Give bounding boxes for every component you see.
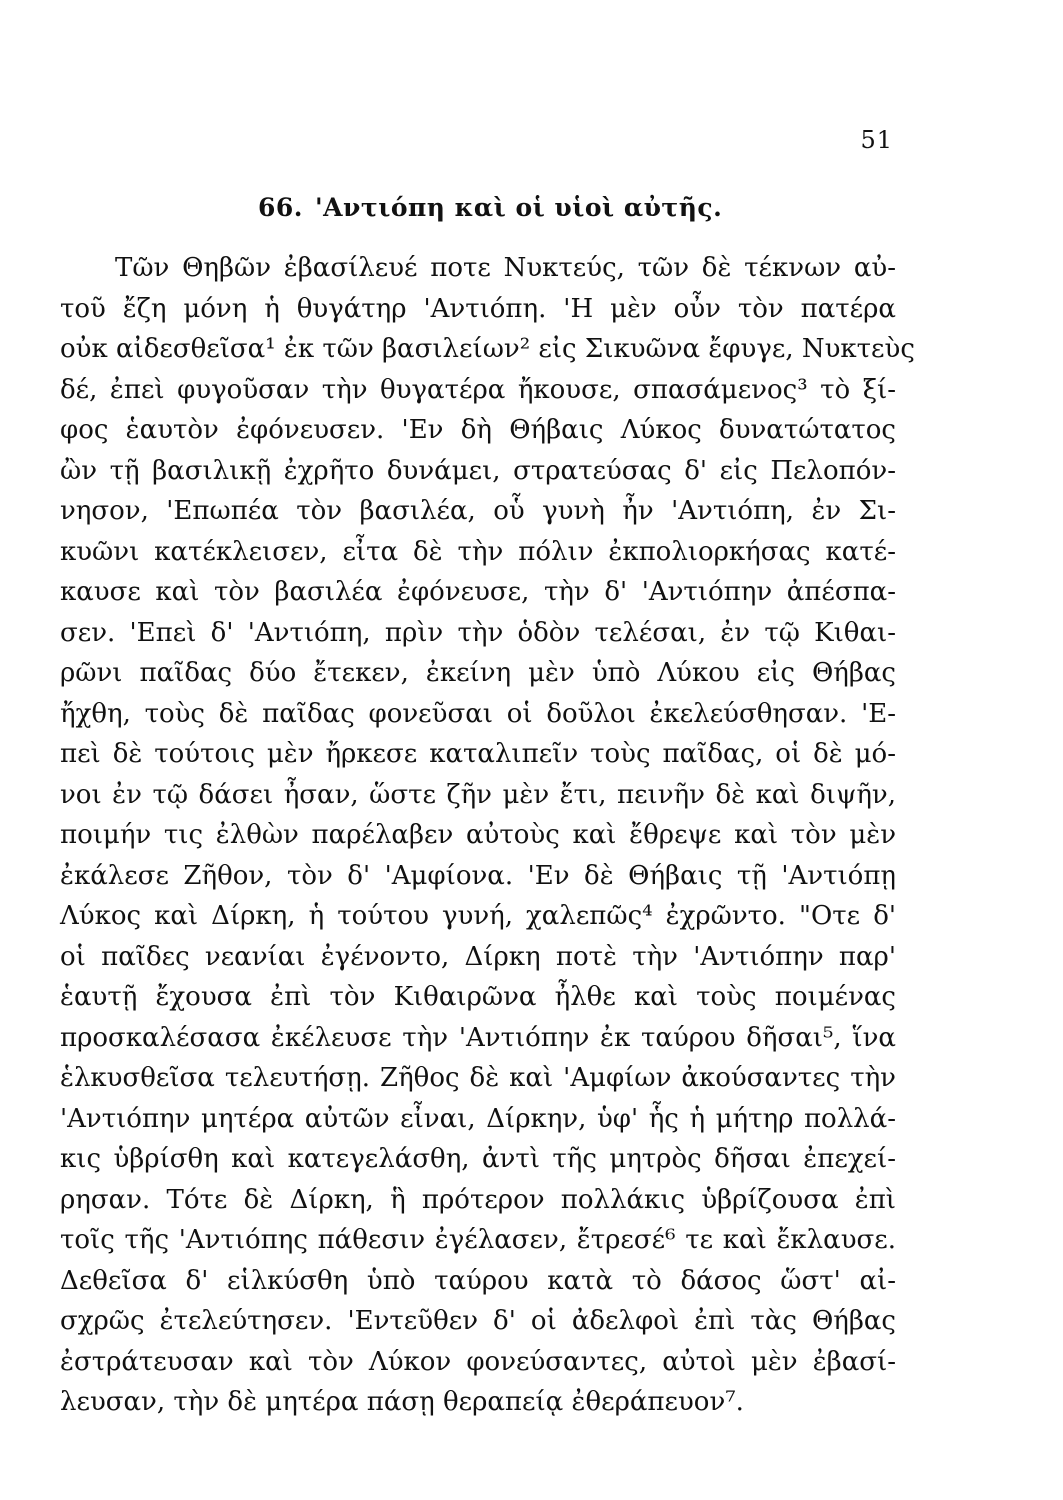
text-line: φος ἑαυτὸν ἐφόνευσεν. 'Εν δὴ Θήβαις Λύκος δυνατώτατος [60, 415, 896, 445]
text-line: οὐκ αἰδεσθεῖσα¹ ἐκ τῶν βασιλείων² εἰς Σικυῶνα ἔφυγε, Νυκτεὺς [60, 334, 915, 364]
text-line: νησον, 'Επωπέα τὸν βασιλέα, οὗ γυνὴ ἦν 'Αντιόπη, ἐν Σι- [60, 496, 896, 526]
text-line: καυσε καὶ τὸν βασιλέα ἐφόνευσε, τὴν δ' 'Αντιόπην ἀπέσπα- [60, 577, 896, 607]
text-line: ἑλκυσθεῖσα τελευτήσῃ. Ζῆθος δὲ καὶ 'Αμφίων ἀκούσαντες τὴν [60, 1063, 896, 1093]
text-line: δέ, ἐπεὶ φυγοῦσαν τὴν θυγατέρα ἤκουσε, σπασάμενος³ τὸ ξί- [60, 374, 896, 405]
section-number: 66. [258, 193, 303, 222]
text-line: 'Αντιόπην μητέρα αὐτῶν εἶναι, Δίρκην, ὑφ' ἧς ἡ μήτηρ πολλά- [60, 1103, 896, 1134]
body-text [60, 248, 915, 1423]
text-line: ρῶνι παῖδας δύο ἔτεκεν, ἐκείνη μὲν ὑπὸ Λύκου εἰς Θήβας [60, 658, 896, 688]
text-line: κις ὑβρίσθη καὶ κατεγελάσθη, ἀντὶ τῆς μητρὸς δῆσαι ἐπεχεί- [60, 1144, 896, 1174]
text-line: ὢν τῇ βασιλικῇ ἐχρῆτο δυνάμει, στρατεύσας δ' εἰς Πελοπόν- [60, 455, 896, 486]
text-line: ἑαυτῇ ἔχουσα ἐπὶ τὸν Κιθαιρῶνα ἦλθε καὶ τοὺς ποιμένας [60, 982, 896, 1012]
text-line: πεὶ δὲ τούτοις μὲν ἤρκεσε καταλιπεῖν τοὺς παῖδας, οἱ δὲ μό- [60, 739, 896, 769]
text-line: ρησαν. Τότε δὲ Δίρκη, ἣ πρότερον πολλάκις ὑβρίζουσα ἐπὶ [60, 1184, 896, 1215]
text-line: ποιμήν τις ἐλθὼν παρέλαβεν αὐτοὺς καὶ ἔθρεψε καὶ τὸν μὲν [60, 820, 896, 850]
section-title: 'Αντιόπη καὶ οἱ υἱοὶ αὐτῆς. [315, 193, 723, 222]
text-line: κυῶνι κατέκλεισεν, εἶτα δὲ τὴν πόλιν ἐκπολιορκήσας κατέ- [60, 536, 896, 567]
text-line: οἱ παῖδες νεανίαι ἐγένοντο, Δίρκη ποτὲ τὴν 'Αντιόπην παρ' [60, 941, 896, 972]
text-line: Τῶν Θηβῶν ἐβασίλευέ ποτε Νυκτεύς, τῶν δὲ τέκνων αὐ- [115, 253, 896, 283]
text-line: ἤχθη, τοὺς δὲ παῖδας φονεῦσαι οἱ δοῦλοι ἐκελεύσθησαν. 'Ε- [60, 698, 896, 729]
text-line: προσκαλέσασα ἐκέλευσε τὴν 'Αντιόπην ἐκ ταύρου δῆσαι⁵, ἵνα [60, 1022, 896, 1053]
text-line: τοῖς τῆς 'Αντιόπης πάθεσιν ἐγέλασεν, ἔτρεσέ⁶ τε καὶ ἔκλαυσε. [60, 1225, 896, 1255]
section-heading [258, 193, 722, 222]
page-number: 51 [860, 126, 893, 154]
text-line: ἐστράτευσαν καὶ τὸν Λύκον φονεύσαντες, αὐτοὶ μὲν ἐβασί- [60, 1346, 896, 1377]
text-line: τοῦ ἔζη μόνη ἡ θυγάτηρ 'Αντιόπη. 'Η μὲν οὖν τὸν πατέρα [60, 293, 896, 324]
text-line: σεν. 'Επεὶ δ' 'Αντιόπη, πρὶν τὴν ὁδὸν τελέσαι, ἐν τῷ Κιθαι- [60, 617, 896, 648]
text-line: ἐκάλεσε Ζῆθον, τὸν δ' 'Αμφίονα. 'Εν δὲ Θήβαις τῇ 'Αντιόπῃ [60, 860, 896, 891]
text-line: νοι ἐν τῷ δάσει ἦσαν, ὥστε ζῆν μὲν ἔτι, πεινῆν δὲ καὶ διψῆν, [60, 779, 896, 810]
text-line: σχρῶς ἐτελεύτησεν. 'Εντεῦθεν δ' οἱ ἀδελφοὶ ἐπὶ τὰς Θήβας [60, 1306, 896, 1336]
text-line: Δεθεῖσα δ' εἱλκύσθη ὑπὸ ταύρου κατὰ τὸ δάσος ὥστ' αἰ- [60, 1265, 896, 1296]
text-line: Λύκος καὶ Δίρκη, ἡ τούτου γυνή, χαλεπῶς⁴ ἐχρῶντο. "Οτε δ' [60, 901, 896, 931]
text-line: λευσαν, τὴν δὲ μητέρα πάσῃ θεραπείᾳ ἐθεράπευον⁷. [60, 1387, 744, 1417]
